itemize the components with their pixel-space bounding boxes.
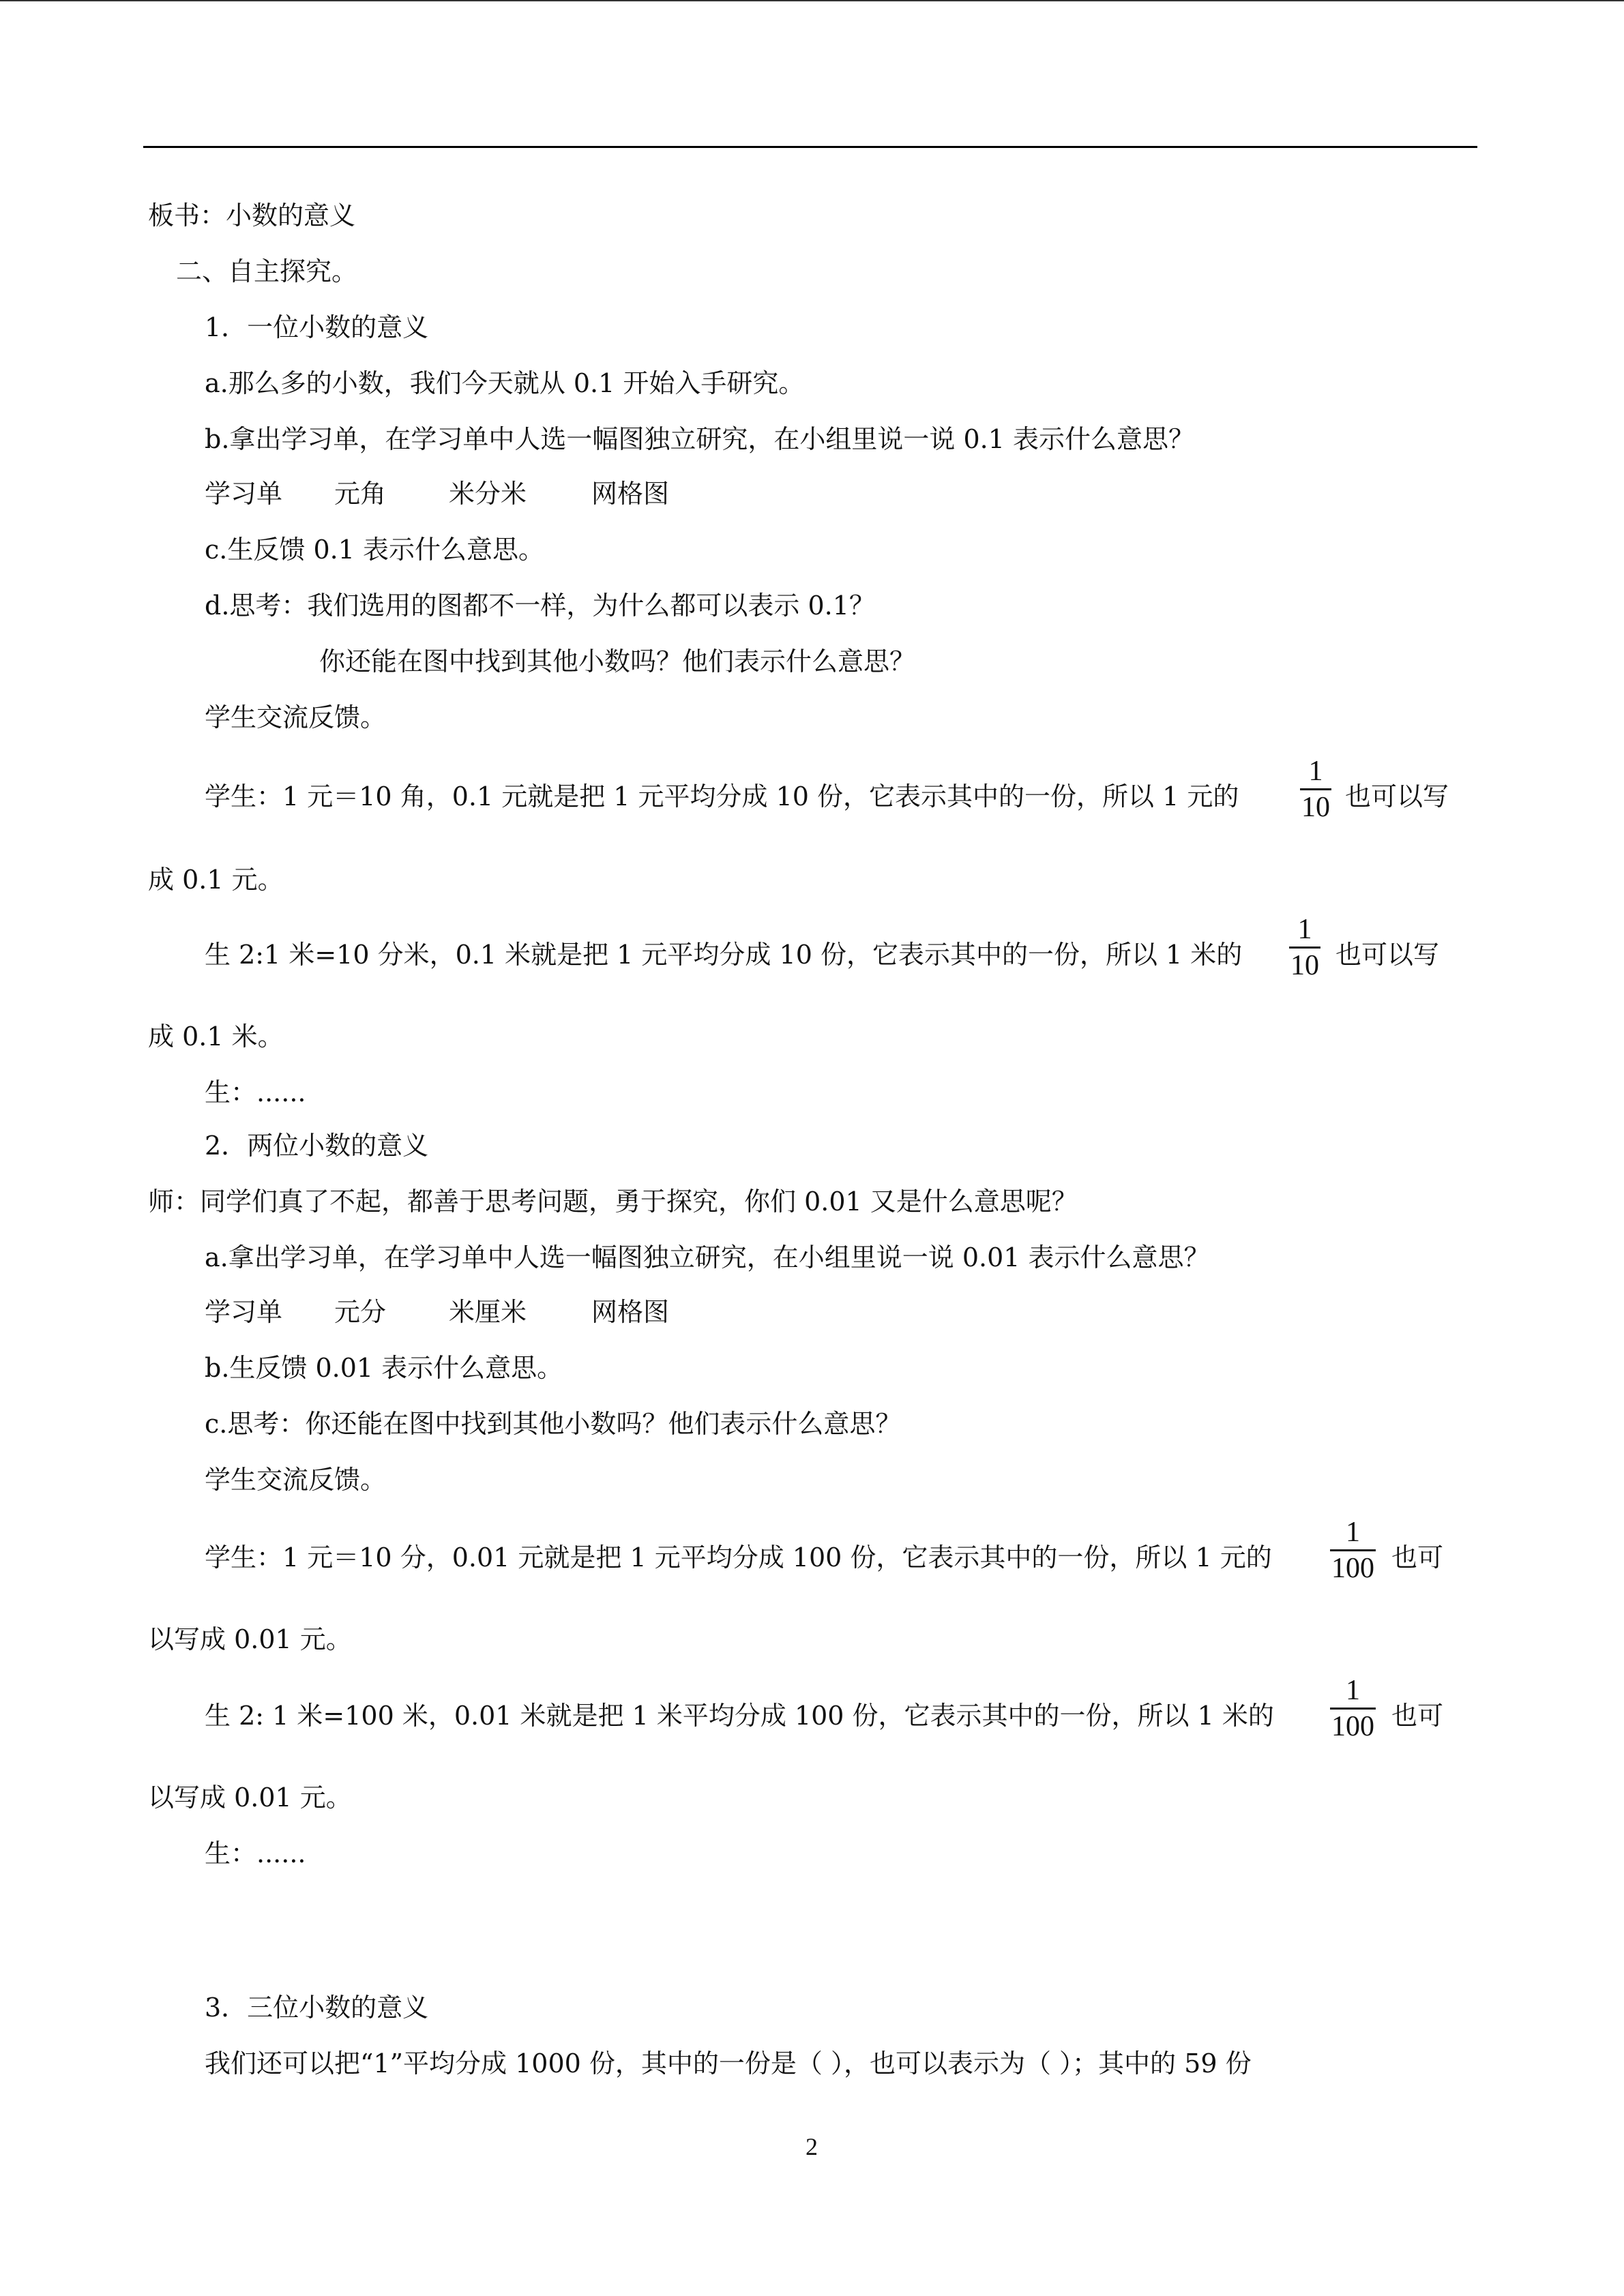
worksheet-option-milimi: 米厘米 <box>449 1297 527 1327</box>
student-answer-1-cont: 成 0.1 元。 <box>148 865 284 895</box>
fraction-one-hundredth-a <box>1330 1515 1376 1585</box>
fraction-one-tenth-a <box>1300 754 1331 824</box>
student-answer-2-tail: 也可以写 <box>1335 940 1440 970</box>
paragraph-s2-feedback: 学生交流反馈。 <box>205 1465 387 1495</box>
worksheet-option-yuanfen: 元分 <box>334 1297 387 1327</box>
paragraph-s1-d2: 你还能在图中找到其他小数吗？他们表示什么意思？ <box>319 646 916 676</box>
fraction-numerator: 1 <box>1346 1675 1360 1706</box>
header-rule <box>143 146 1477 148</box>
section-heading-2: 二、自主探究。 <box>176 256 358 286</box>
fraction-denominator: 100 <box>1331 1711 1374 1742</box>
student-answer-1-tail: 也可以写 <box>1345 781 1449 811</box>
top-border-line <box>0 0 1624 1</box>
paragraph-s3: 我们还可以把“1”平均分成 1000 份，其中的一份是（ ），也可以表示为（ ）；其中的 59 份 <box>205 2048 1252 2078</box>
student-answer-1: 学生：1 元＝10 角，0.1 元就是把 1 元平均分成 10 份，它表示其中的一份，所以 1 元的 <box>205 781 1239 811</box>
student-answer-3-cont: 以写成 0.01 元。 <box>148 1624 352 1654</box>
paragraph-s1-d: d.思考：我们选用的图都不一样，为什么都可以表示 0.1？ <box>205 591 875 621</box>
fraction-denominator: 100 <box>1331 1553 1374 1584</box>
student-answer-4: 生 2: 1 米=100 米，0.01 米就是把 1 米平均分成 100 份，它表示其中的一份，所以 1 米的 <box>205 1701 1274 1731</box>
paragraph-s2-b: b.生反馈 0.01 表示什么意思。 <box>205 1353 563 1383</box>
subsection-title-3: 3．三位小数的意义 <box>205 1993 429 2023</box>
fraction-one-hundredth-b <box>1330 1673 1376 1744</box>
student-etc-1: 生：...... <box>205 1077 306 1107</box>
student-answer-4-tail: 也可 <box>1391 1701 1444 1731</box>
fraction-numerator: 1 <box>1308 756 1323 787</box>
paragraph-s1-feedback: 学生交流反馈。 <box>205 702 387 732</box>
paragraph-s2-a: a.拿出学习单，在学习单中人选一幅图独立研究，在小组里说一说 0.01 表示什么意思？ <box>205 1242 1210 1272</box>
worksheet-option-grid-1: 网格图 <box>591 479 670 509</box>
worksheet-option-grid-2: 网格图 <box>591 1297 670 1327</box>
student-etc-2: 生：...... <box>205 1838 306 1868</box>
board-title: 板书：小数的意义 <box>148 200 356 230</box>
fraction-one-tenth-b <box>1289 912 1320 983</box>
paragraph-s2-c: c.思考：你还能在图中找到其他小数吗？他们表示什么意思？ <box>205 1409 902 1439</box>
worksheet-label-2: 学习单 <box>205 1297 283 1327</box>
worksheet-label-1: 学习单 <box>205 479 283 509</box>
fraction-numerator: 1 <box>1346 1517 1360 1548</box>
student-answer-2: 生 2:1 米=10 分米，0.1 米就是把 1 元平均分成 10 份，它表示其中的一份，所以 1 米的 <box>205 940 1243 970</box>
fraction-numerator: 1 <box>1297 914 1312 945</box>
fraction-denominator: 10 <box>1290 950 1319 981</box>
worksheet-option-yuanjiao: 元角 <box>334 479 387 509</box>
student-answer-2-cont: 成 0.1 米。 <box>148 1022 284 1052</box>
student-answer-3: 学生：1 元＝10 分，0.01 元就是把 1 元平均分成 100 份，它表示其中的一份，所以 1 元的 <box>205 1542 1272 1572</box>
student-answer-4-cont: 以写成 0.01 元。 <box>148 1783 352 1813</box>
subsection-title-1: 1．一位小数的意义 <box>205 312 429 342</box>
paragraph-s1-a: a.那么多的小数，我们今天就从 0.1 开始入手研究。 <box>205 368 805 398</box>
paragraph-s1-c: c.生反馈 0.1 表示什么意思。 <box>205 535 544 565</box>
worksheet-option-mifenmi: 米分米 <box>449 479 527 509</box>
student-answer-3-tail: 也可 <box>1391 1542 1444 1572</box>
fraction-denominator: 10 <box>1301 792 1330 823</box>
subsection-title-2: 2．两位小数的意义 <box>205 1131 429 1161</box>
page-number: 2 <box>806 2133 818 2160</box>
paragraph-s1-b: b.拿出学习单，在学习单中人选一幅图独立研究，在小组里说一说 0.1 表示什么意思？ <box>205 424 1194 454</box>
teacher-question: 师：同学们真了不起，都善于思考问题，勇于探究，你们 0.01 又是什么意思呢？ <box>148 1187 1078 1217</box>
